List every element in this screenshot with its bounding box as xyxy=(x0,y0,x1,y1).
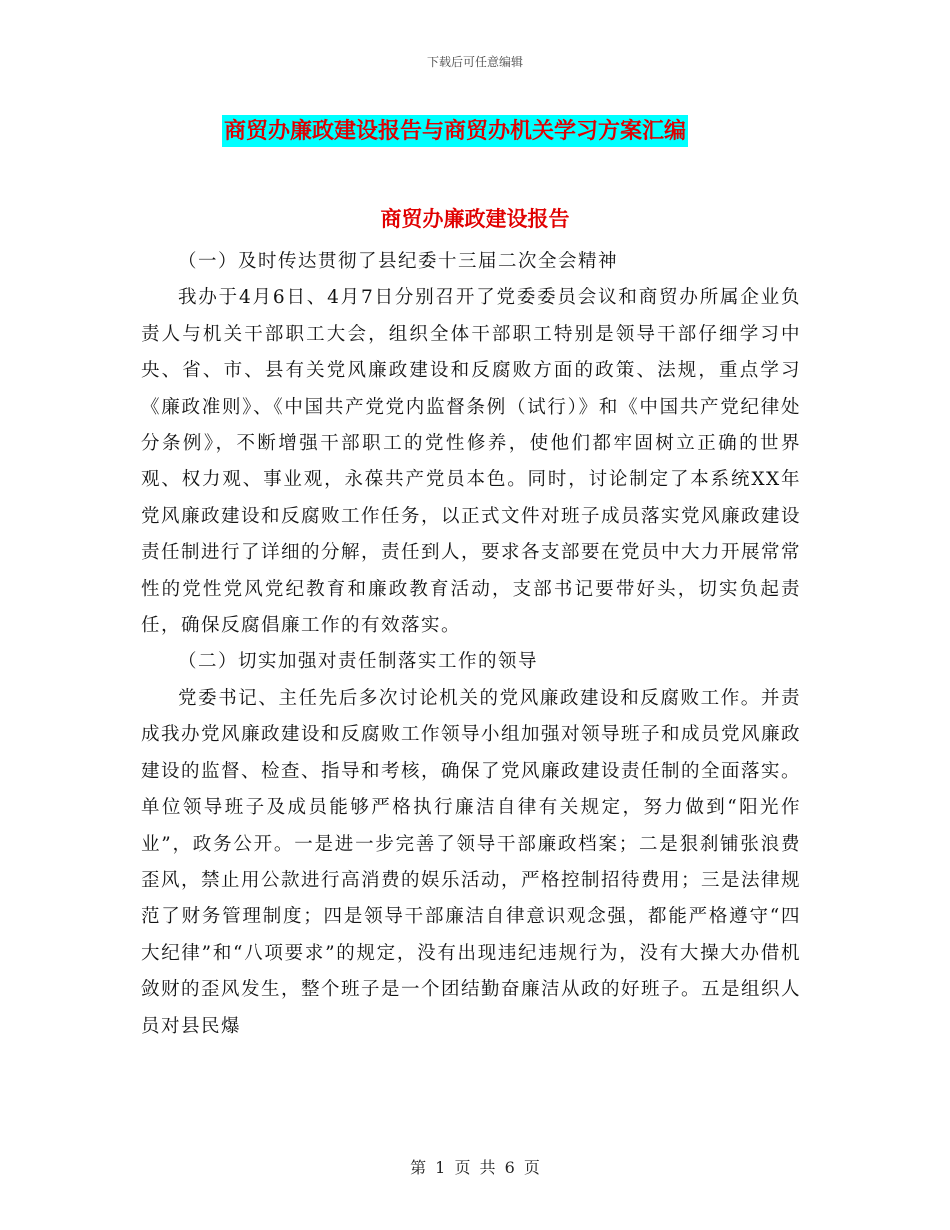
paragraph: 我办于4月6日、4月7日分别召开了党委委员会议和商贸办所属企业负责人与机关干部职工大会，组织全体干部职工特别是领导干部仔细学习中央、省、市、县有关党风廉政建设和反腐败方面的政策、法规，重点学习《廉政准则》、《中国共产党党内监督条例（试行）》和《中国共产党纪律处分条例》，不断增强干部职工的党性修养，使他们都牢固树立正确的世界观、权力观、事业观，永葆共产党员本色。同时，讨论制定了本系统XX年党风廉政建设和反腐败工作任务，以正式文件对班子成员落实党风廉政建设责任制进行了详细的分解，责任到人，要求各支部要在党员中大力开展常常性的党性党风党纪教育和廉政教育活动，支部书记要带好头，切实负起责任，确保反腐倡廉工作的有效落实。 xyxy=(141,287,802,637)
document-body xyxy=(141,244,801,1045)
paragraph-heading-2: （二）切实加强对责任制落实工作的领导 xyxy=(178,651,539,673)
page-number: 第 1 页 共 6 页 xyxy=(410,1158,540,1177)
paragraph-heading-1: （一）及时传达贯彻了县纪委十三届二次全会精神 xyxy=(178,251,619,272)
section-title: 商贸办廉政建设报告 xyxy=(380,206,570,231)
paragraph: 党委书记、主任先后多次讨论机关的党风廉政建设和反腐败工作。并责成我办党风廉政建设和反腐败工作领导小组加强对领导班子和成员党风廉政建设的监督、检查、指导和考核，确保了党风廉政建设责任制的全面落实。单位领导班子及成员能够严格执行廉洁自律有关规定，努力做到“阳光作业”，政务公开。一是进一步完善了领导干部廉政档案；二是狠刹铺张浪费歪风，禁止用公款进行高消费的娱乐活动，严格控制招待费用；三是法律规范了财务管理制度；四是领导干部廉洁自律意识观念强，都能严格遵守“四大纪律”和“八项要求”的规定，没有出现违纪违规行为，没有大操大办借机敛财的歪风发生，整个班子是一个团结勤奋廉洁从政的好班子。五是组织人员对县民爆 xyxy=(141,687,802,1037)
document-title: 商贸办廉政建设报告与商贸办机关学习方案汇编 xyxy=(222,115,688,147)
header-note: 下载后可任意编辑 xyxy=(426,55,523,69)
